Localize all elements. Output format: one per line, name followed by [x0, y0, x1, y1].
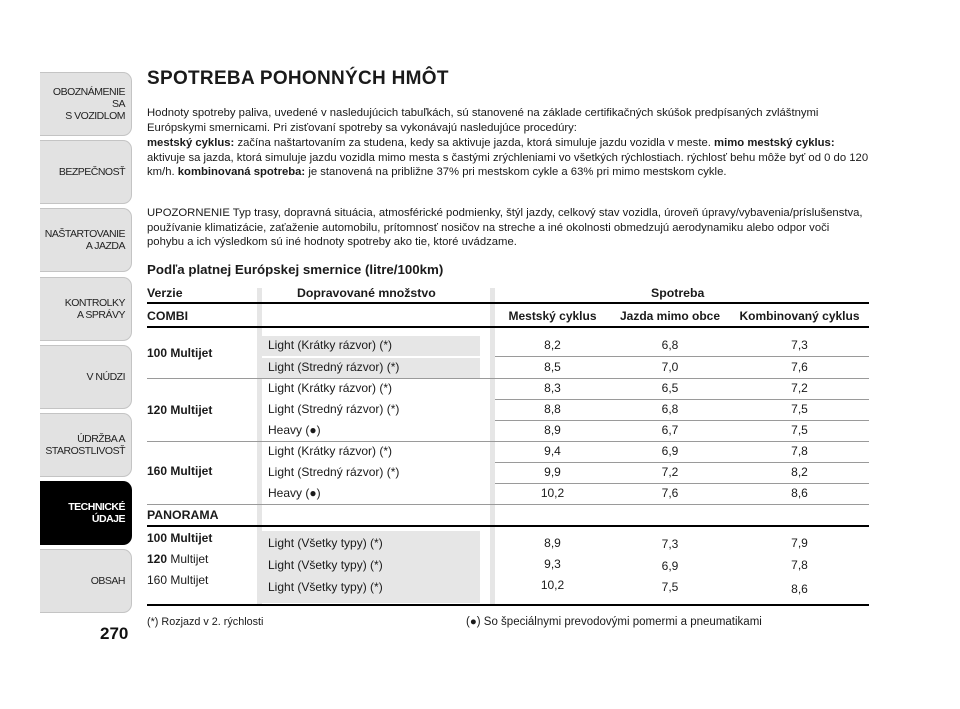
panorama-load: Light (Všetky typy) (*)	[268, 536, 383, 550]
extra-cell: 7,2	[661, 465, 679, 479]
extra-cell: 6,8	[661, 402, 679, 416]
header-load: Dopravované množstvo	[297, 286, 436, 300]
panorama-combined: 7,8	[791, 558, 808, 572]
urban-cell: 8,2	[544, 338, 561, 352]
group-rule	[147, 378, 869, 379]
combined-cell: 7,5	[791, 402, 808, 416]
combined-cell: 7,2	[791, 381, 808, 395]
section-rule	[147, 525, 869, 527]
panorama-urban: 10,2	[540, 578, 565, 592]
version-100-multijet: 100 Multijet	[147, 346, 213, 360]
footnote-special-gearing: (●) So špeciálnymi prevodovými pomermi a pneumatikami	[466, 616, 762, 628]
combined-cell: 7,5	[791, 423, 808, 437]
urban-cell: 9,4	[544, 444, 561, 458]
combined-cell: 7,8	[791, 444, 808, 458]
panorama-combined: 7,9	[791, 536, 808, 550]
nav-tab-kontrolky[interactable]: KONTROLKY A SPRÁVY	[40, 277, 132, 341]
nav-tab-oboznamenie[interactable]: OBOZNÁMENIE SA S VOZIDLOM	[40, 72, 132, 136]
load-cell: Light (Stredný rázvor) (*)	[268, 402, 400, 416]
combined-term: kombinovaná spotreba:	[177, 166, 306, 178]
section-panorama: PANORAMA	[147, 508, 219, 522]
panorama-urban: 8,9	[544, 536, 561, 550]
row-rule	[495, 420, 869, 421]
section-rule	[147, 326, 869, 328]
panorama-version	[147, 573, 208, 587]
panorama-version-num: 100 Multijet	[147, 531, 213, 545]
panorama-load: Light (Všetky typy) (*)	[268, 580, 383, 594]
panorama-version	[147, 552, 208, 566]
urban-cell: 9,9	[544, 465, 561, 479]
intro-paragraph: Hodnoty spotreby paliva, uvedené v nasledujúcich tabuľkách, sú stanovené na základe certifikačných skúšok predpísaných zvláštnymi Európskymi smernicami. Pri zisťovaní spotreby sa vykonávajú nasledujúce procedúry:	[147, 107, 819, 134]
urban-cell: 8,9	[544, 423, 561, 437]
extra-urban-term: mimo mestský cyklus:	[714, 137, 835, 149]
panorama-extra: 7,5	[661, 580, 679, 594]
warning-paragraph: UPOZORNENIE Typ trasy, dopravná situácia, atmosférické podmienky, štýl jazdy, celkový stav vozidla, úroveň úpravy/vybavenia/príslušenstva, používanie klimatizácie, zaťaženie automobilu, prítomnosť nosičov na streche a iné okolnosti obmedzujú aerodynamiku alebo odpor voči pohybu a ich výsledkom sú iné hodnoty spotreby ako tie, ktoré uvádzame.	[147, 207, 863, 248]
nav-tab-bezpecnost[interactable]: BEZPEČNOSŤ	[40, 140, 132, 204]
header-urban: Mestský cyklus	[508, 309, 597, 323]
panorama-version-num: 120	[147, 552, 168, 566]
urban-cycle-term: mestský cyklus:	[147, 137, 235, 149]
urban-cell: 8,5	[544, 360, 561, 374]
extra-cell: 7,6	[661, 486, 679, 500]
row-rule	[495, 356, 869, 357]
page-title: SPOTREBA POHONNÝCH HMÔT	[147, 68, 449, 89]
header-rule	[147, 302, 869, 304]
panorama-urban: 9,3	[544, 557, 561, 571]
nav-tab-udrzba[interactable]: ÚDRŽBA A STAROSTLIVOSŤ	[40, 413, 132, 477]
header-version: Verzie	[147, 286, 183, 300]
extra-cell: 6,7	[661, 423, 679, 437]
version-120-multijet: 120 Multijet	[147, 403, 213, 417]
row-rule	[495, 483, 869, 484]
panorama-load: Light (Všetky typy) (*)	[268, 558, 383, 572]
definitions-paragraph	[147, 136, 869, 180]
panorama-extra: 6,9	[661, 559, 679, 573]
group-rule	[147, 441, 869, 442]
section-combi: COMBI	[147, 309, 188, 323]
table-subtitle: Podľa platnej Európskej smernice (litre/100km)	[147, 262, 444, 277]
combined-cell: 8,6	[791, 486, 808, 500]
load-cell: Heavy (●)	[268, 486, 321, 500]
extra-urban-text: aktivuje sa jazda, ktorá simuluje jazdu vozidla mimo mesta s častými zrýchleniami vo všetkých rýchlostiach. rýchlosť behu môže byť od 0 do 120 km/h.	[147, 151, 869, 178]
header-consumption: Spotreba	[651, 286, 705, 300]
version-160-multijet: 160 Multijet	[147, 464, 213, 478]
extra-cell: 6,9	[661, 444, 679, 458]
nav-tab-obsah[interactable]: OBSAH	[40, 549, 132, 613]
panorama-version-rest: 160 Multijet	[147, 573, 209, 587]
load-cell: Light (Stredný rázvor) (*)	[268, 465, 400, 479]
panorama-extra: 7,3	[661, 537, 679, 551]
urban-cell: 8,8	[544, 402, 561, 416]
footnote-second-gear: (*) Rozjazd v 2. rýchlosti	[147, 616, 264, 628]
row-rule	[495, 462, 869, 463]
urban-cycle-text: začína naštartovaním za studena, kedy sa aktivuje jazda, ktorá simuluje jazdu vozidla v meste.	[237, 137, 711, 149]
combined-cell: 8,2	[791, 465, 808, 479]
table-bottom-rule	[147, 604, 869, 606]
header-combined: Kombinovaný cyklus	[739, 309, 860, 323]
panorama-version	[147, 531, 212, 545]
panorama-combined: 8,6	[791, 582, 808, 596]
load-cell: Light (Krátky rázvor) (*)	[268, 444, 393, 458]
urban-cell: 10,2	[540, 486, 565, 500]
load-cell: Light (Krátky rázvor) (*)	[268, 338, 393, 352]
extra-cell: 6,5	[661, 381, 679, 395]
consumption-table	[147, 284, 869, 608]
row-rule	[495, 399, 869, 400]
nav-tab-technicke-udaje[interactable]: TECHNICKÉ ÚDAJE	[40, 481, 132, 545]
extra-cell: 6,8	[661, 338, 679, 352]
load-cell: Heavy (●)	[268, 423, 321, 437]
combined-cell: 7,6	[791, 360, 808, 374]
load-cell: Light (Stredný rázvor) (*)	[268, 360, 400, 374]
combined-cell: 7,3	[791, 338, 808, 352]
header-extra: Jazda mimo obce	[619, 309, 721, 323]
nav-tab-nastartovanie[interactable]: NAŠTARTOVANIE A JAZDA	[40, 208, 132, 272]
panorama-version-rest: Multijet	[167, 552, 209, 566]
load-cell: Light (Krátky rázvor) (*)	[268, 381, 393, 395]
page-number: 270	[100, 624, 129, 643]
combined-text: je stanovená na približne 37% pri mestskom cykle a 63% pri mimo mestskom cykle.	[308, 166, 727, 178]
extra-cell: 7,0	[661, 360, 679, 374]
urban-cell: 8,3	[544, 381, 561, 395]
nav-tab-v-nudzi[interactable]: V NÚDZI	[40, 345, 132, 409]
group-rule	[147, 504, 869, 505]
